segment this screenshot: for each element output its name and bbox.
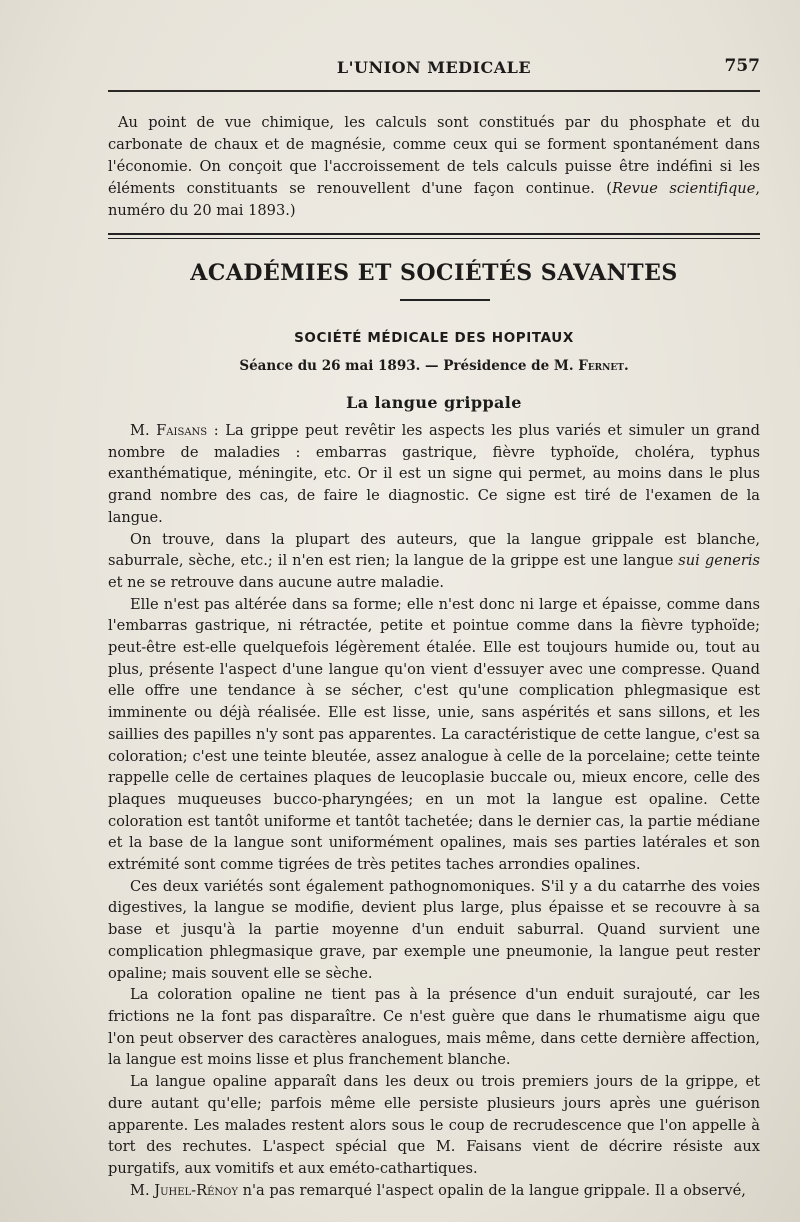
article-body bbox=[108, 420, 760, 1201]
citation-source: Revue scientifique bbox=[611, 180, 756, 198]
section-divider bbox=[108, 233, 760, 239]
paragraph-2-text-b: et ne se retrouve dans aucune autre maladie. bbox=[108, 573, 445, 591]
section-title: ACADÉMIES ET SOCIÉTÉS SAVANTES bbox=[190, 260, 678, 286]
paragraph-7 bbox=[108, 1180, 760, 1202]
page-number: 757 bbox=[724, 56, 760, 76]
paragraph-6: La langue opaline apparaît dans les deux ou trois premiers jours de la grippe, et dure autant qu'elle; parfois même elle persiste plusieurs jours après une guérison apparente. Les malades restent alors sous le coup de recrudescence que l'on appelle à tort des rechutes. L'aspect spécial que M. Faisans vient de décrire résiste aux purgatifs, aux vomitifs et aux eméto-cathartiques. bbox=[108, 1073, 760, 1177]
session-line bbox=[108, 358, 760, 374]
running-title: L'UNION MEDICALE bbox=[336, 58, 532, 77]
paragraph-4: Ces deux variétés sont également pathognomoniques. S'il y a du catarrhe des voies digestives, la langue se modifie, devient plus large, plus épaisse et se recouvre à sa base et jusqu'à la partie moyenne d'un enduit saburral. Quand survient une complication phlegmasique grave, par exemple une pneumonie, la langue peut rester opaline; mais souvent elle se sèche. bbox=[108, 877, 760, 982]
paragraph-1-text: : La grippe peut revêtir les aspects les plus variés et simuler un grand nombre de maladies : embarras gastrique, fièvre typhoïde, choléra, typhus exanthématique, méningite, etc. Or il est un signe qui permet, au moins dans le plus grand nombre des cas, de faire le diagnostic. Ce signe est tiré de l'examen de la langue. bbox=[108, 422, 760, 526]
header-rule bbox=[108, 90, 760, 92]
speaker-faisans: M. Faisans bbox=[130, 422, 208, 439]
paragraph-2 bbox=[108, 529, 760, 594]
society-name: SOCIÉTÉ MÉDICALE DES HOPITAUX bbox=[294, 330, 574, 346]
article-title: La langue grippale bbox=[346, 393, 522, 412]
title-underline bbox=[400, 299, 490, 301]
paragraph-2-text-a: On trouve, dans la plupart des auteurs, que la langue grippale est blanche, saburrale, sèche, etc.; il n'en est rien; la langue de la grippe est une langue bbox=[108, 530, 760, 570]
intro-paragraph: Au point de vue chimique, les calculs sont constitués par du phosphate et du carbonate de chaux et de magnésie, comme ceux qui se forment spontanément dans l'économie. On conçoit que l'accroissement de tels calculs puisse être indéfini si les éléments constituants se renouvellent d'une façon continue. (Revue scientifique, numéro du 20 mai 1893.) bbox=[108, 114, 760, 220]
citation-rest: , numéro du 20 mai 1893.) bbox=[108, 180, 760, 220]
president-name: Fernet. bbox=[578, 358, 629, 374]
speaker-juhel-renoy: M. Juhel-Rénoy bbox=[130, 1181, 238, 1199]
page-header bbox=[108, 56, 760, 84]
session-prefix: Séance du 26 mai 1893. — Présidence de M. bbox=[239, 358, 574, 374]
paragraph-7-text: n'a pas remarqué l'aspect opalin de la langue grippale. Il a observé, bbox=[237, 1181, 746, 1199]
intro-text: Au point de vue chimique, les calculs sont constitués par du phosphate et du carbonate de chaux et de magnésie, comme ceux qui se forment spontanément dans l'économie. On conçoit que l'accroissement de tels calculs puisse être indéfini si les éléments constituants se renouvellent d'une façon continue. bbox=[108, 114, 760, 198]
paragraph-3: Elle n'est pas altérée dans sa forme; elle n'est donc ni large et épaisse, comme dans l'embarras gastrique, ni rétractée, petite et pointue comme dans la fièvre typhoïde; peut-être est-elle quelquefois légèrement étalée. Elle est toujours humide ou, tout au plus, présente l'aspect d'une langue qu'on vient d'essuyer avec une compresse. Quand elle offre une tendance à se sécher, c'est qu'une complication phlegmasique est imminente ou déjà réalisée. Elle est lisse, unie, sans aspérités et sans sillons, et les saillies des papilles n'y sont pas apparentes. La caractéristique de cette langue, c'est sa coloration; c'est une teinte bleutée, assez analogue à celle de la porcelaine; cette teinte rappelle celle de certaines plaques de leucoplasie buccale ou, mieux encore, celle des plaques muqueuses bucco-pharyngées; en un mot la langue est opaline. Cette coloration est tantôt uniforme et tantôt tachetée; dans le dernier cas, la partie médiane et la base de la langue sont uniformément opalines, mais ses parties latérales et son extrémité sont comme tigrées de très petites taches arrondies opalines. bbox=[108, 595, 760, 874]
paragraph-1 bbox=[108, 420, 760, 529]
paragraph-2-italic: sui generis bbox=[678, 552, 760, 570]
paragraph-5: La coloration opaline ne tient pas à la présence d'un enduit surajouté, car les frictions ne la font pas disparaître. Ce n'est guère que dans le rhumatisme aigu que l'on peut observer des caractères analogues, mais même, dans cette dernière affection, la langue est moins lisse et plus franchement blanche. bbox=[108, 986, 760, 1069]
